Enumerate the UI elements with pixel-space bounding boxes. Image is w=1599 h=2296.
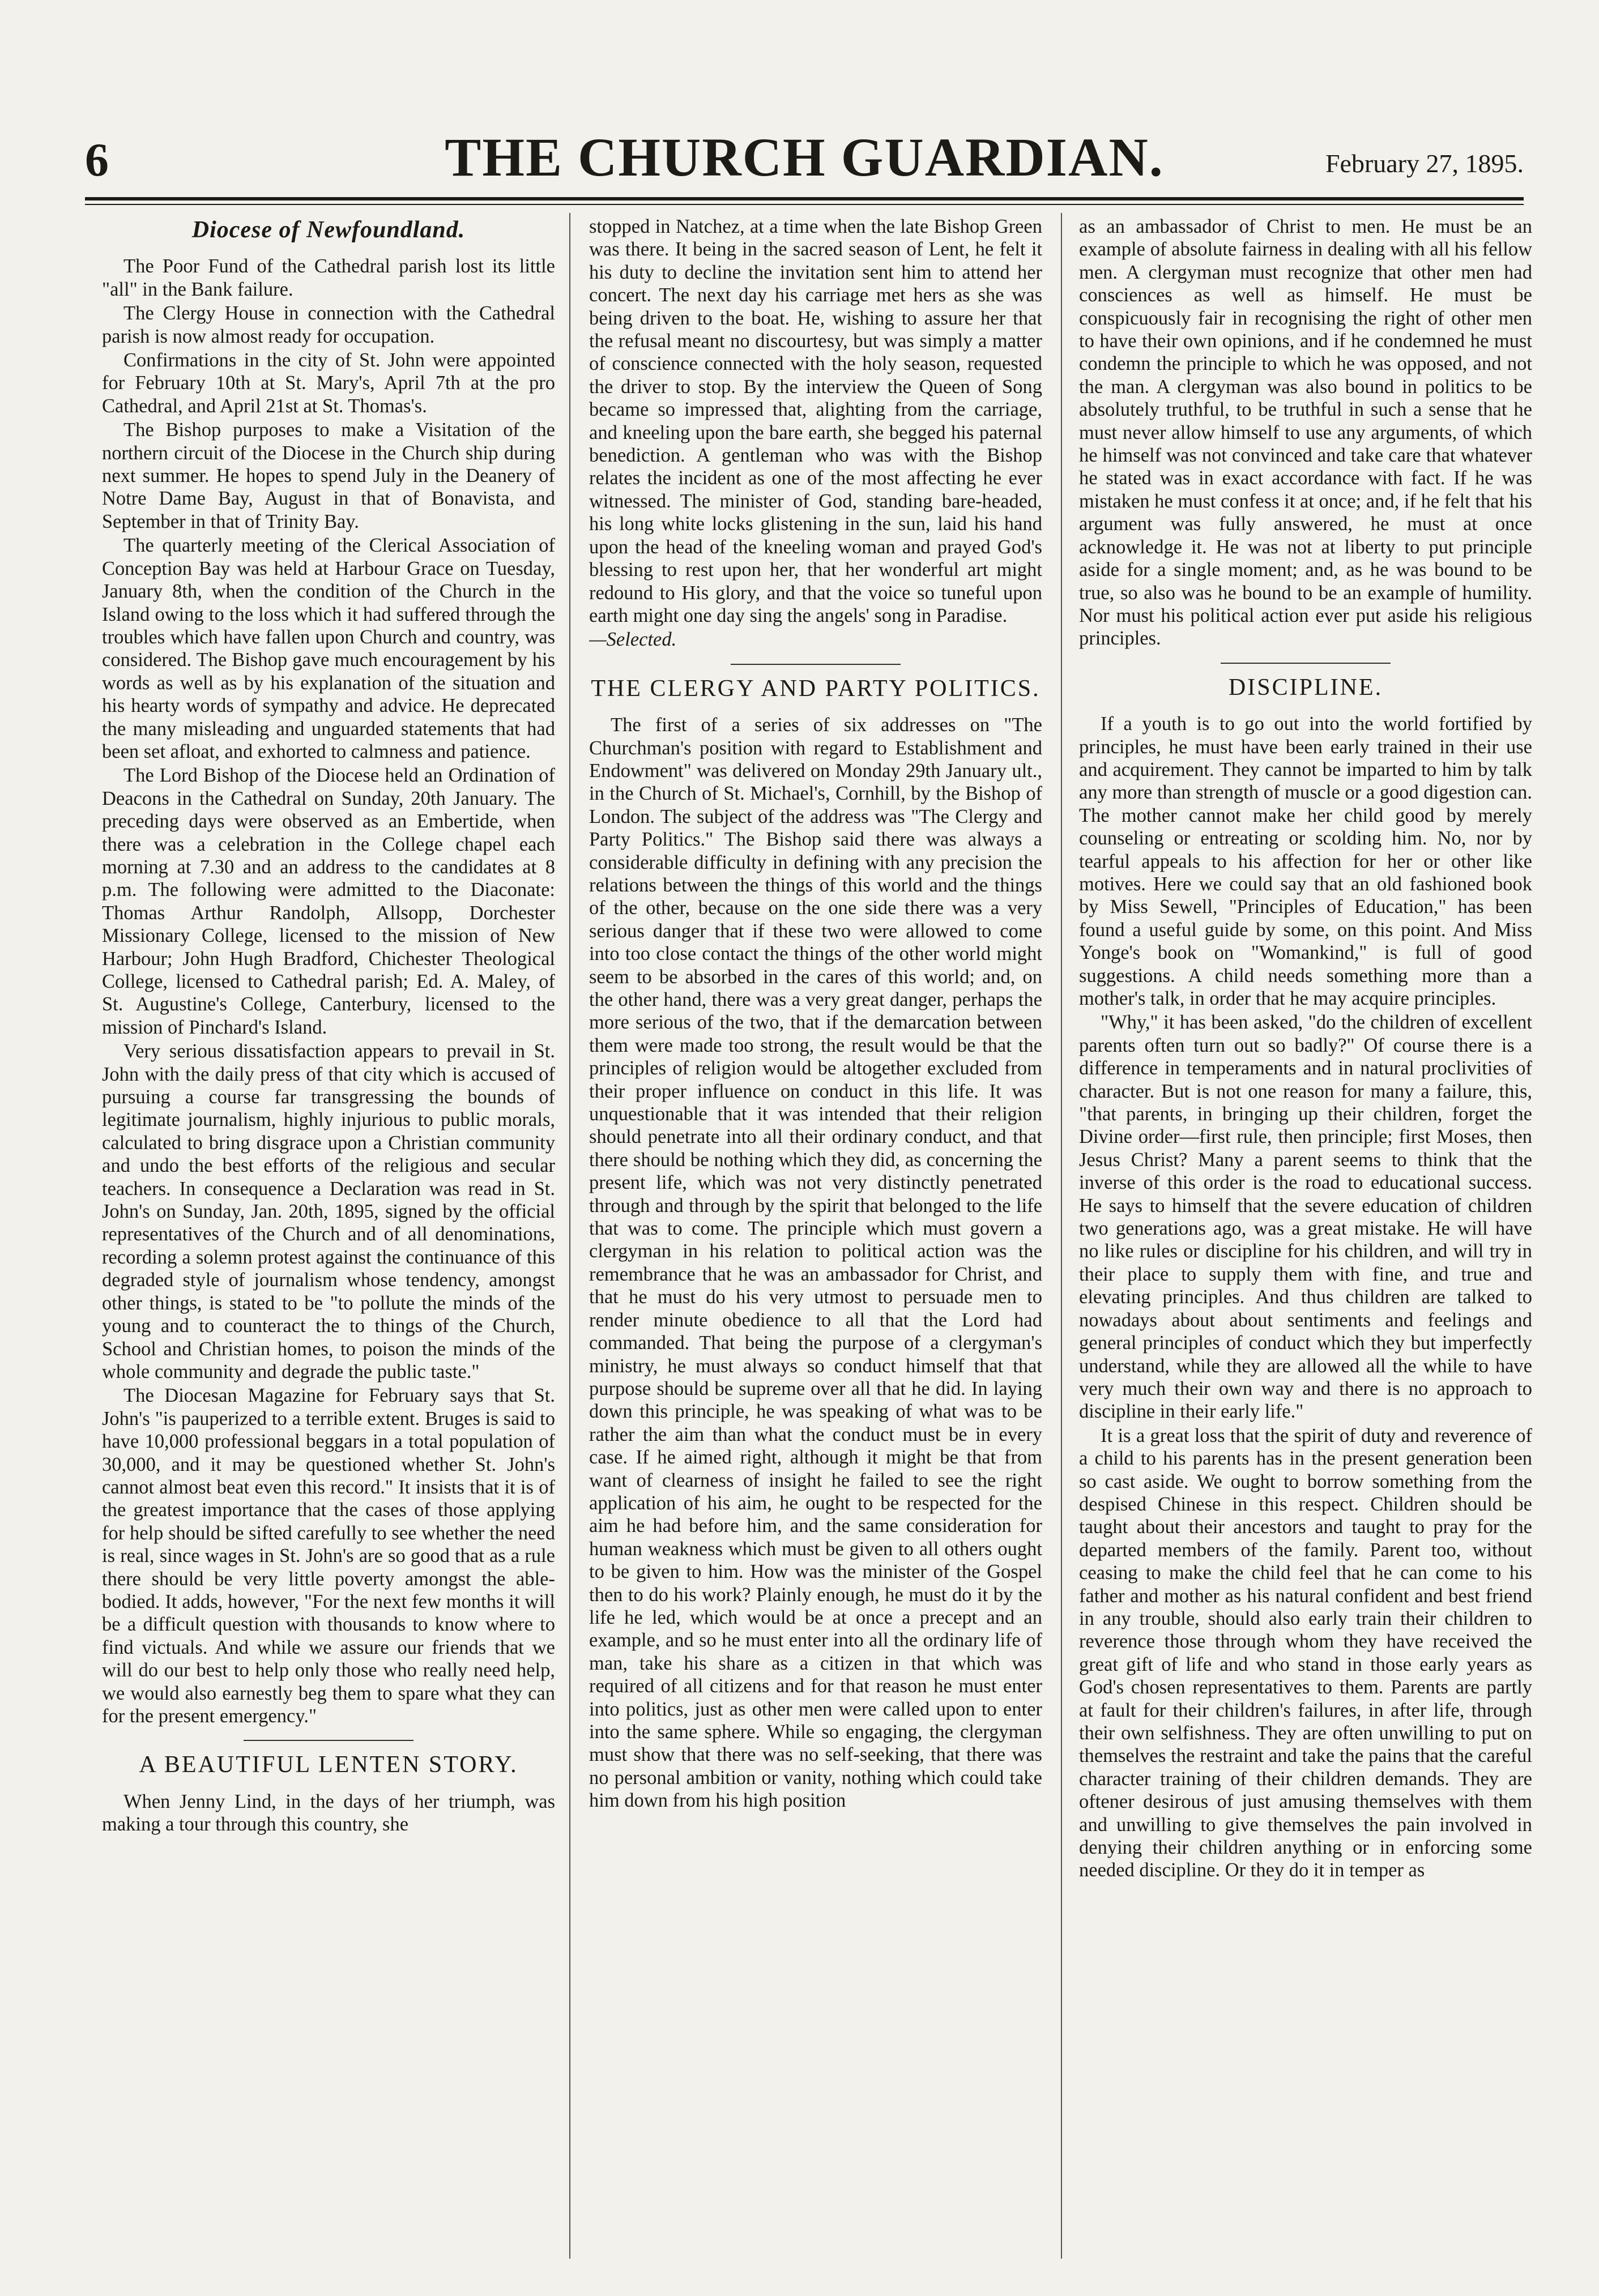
issue-date: February 27, 1895. <box>1325 149 1524 178</box>
article-source: —Selected. <box>589 629 677 651</box>
article-paragraph: The first of a series of six addresses on "The Churchman's position with regard to Establishment and Endowment" was delivered on Monday 29th January ult., in the Church of St. Michael's, Cornhill, by the Bishop of London. The subject of the address was "The Clergy and Party Politics." The Bishop said there was always a considerable difficulty in defining with any precision the relations between the things of this world and the things of the other, because on the one side there was a very serious danger that if these two were allowed to come into too close contact the things of the other world might seem to be absorbed in the cares of this world; and, on the other hand, there was a very great danger, perhaps the more serious of the two, that if the demarcation between them were made too strong, the result would be that the principles of religion would be altogether excluded from their proper influence on conduct in this life. It was unquestionable that it was intended that their religion should penetrate into all their ordinary conduct, and that there should be nothing which they did, as concerning the present life, which was not very distinctly penetrated through and through by the spirit that belonged to the life that was to come. The principle which must govern a clergyman in his relation to political action was the remembrance that he was an ambassador for Christ, and that he must do his very utmost to persuade men to render minute obedience to all that the Lord had commanded. That being the purpose of a clergyman's ministry, he must always so conduct himself that that purpose should be supreme over all that he did. In laying down this principle, he was speaking of what was to be rather the aim than what the conduct must be in every case. If he aimed right, although it might be that from want of clearness of insight he failed to see the right application of his aim, he ought to be respected for the aim he had before him, and the same consideration for human weakness which must be given to all others ought to be given to him. How was the minister of the Gospel then to do his work? Plainly enough, he must do it by the life he led, which would be at once a precept and an example, and so he must enter into all the ordinary life of man, take his share as a citizen in that which was required of all citizens and for that reason he must enter into politics, just as other men were called upon to enter into the same sphere. While so engaging, the clergyman must show that there was no self-seeking, that there was no personal ambition or vanity, nothing which could take him down from his high position <box>589 714 1042 1812</box>
masthead <box>85 126 1524 194</box>
article-paragraph: When Jenny Lind, in the days of her triumph, was making a tour through this country, she <box>102 1790 555 1836</box>
article-paragraph: Confirmations in the city of St. John were appointed for February 10th at St. Mary's, April 7th at the pro Cathedral, and April 21st at St. Thomas's. <box>102 349 555 417</box>
article-paragraph: It is a great loss that the spirit of duty and reverence of a child to his parents has in the present generation been so cast aside. We ought to borrow something from the despised Chinese in this respect. Children should be taught about their ancestors and taught to pray for the departed members of the family. Parent too, without ceasing to make the child feel that he can come to his father and mother as his natural confident and best friend in any trouble, should also early train their children to reverence those through whom they have received the great gift of life and who stand in those early years as God's chosen representatives to them. Parents are partly at fault for their children's failures, in after life, through their own selfishness. They are often unwilling to put on themselves the restraint and take the pains that the careful character training of their children demands. They are oftener desirous of just amusing themselves with them and unwilling to give themselves the pain involved in denying their children anything or in enforcing some needed discipline. Or they do it in temper as <box>1079 1424 1532 1881</box>
article-paragraph: Very serious dissatisfaction appears to prevail in St. John with the daily press of that city which is accused of pursuing a course far transgressing the bounds of legitimate journalism, highly injurious to public morals, calculated to bring disgrace upon a Christian community and undo the best efforts of the religious and secular teachers. In consequence a Declaration was read in St. John's on Sunday, Jan. 20th, 1895, signed by the official representatives of the Church and of all denominations, recording a solemn protest against the continuance of this degraded style of journalism whose tendency, amongst other things, is stated to be "to pollute the minds of the young and to counteract the to things of the Church, School and Christian homes, to poison the minds of the whole community and degrade the public taste." <box>102 1040 555 1382</box>
masthead-rule-thin <box>85 204 1524 205</box>
article-paragraph: The Lord Bishop of the Diocese held an Ordination of Deacons in the Cathedral on Sunday, 20th January. The preceding days were observed as an Embertide, when there was a celebration in the College chapel each morning at 7.30 and an address to the candidates at 8 p.m. The following were admitted to the Diaconate: Thomas Arthur Randolph, Allsopp, Dorchester Missionary College, licensed to the mission of New Harbour; John Hugh Bradford, Chichester Theological College, licensed to Cathedral parish; Ed. A. Maley, of St. Augustine's College, Canterbury, licensed to the mission of Pinchard's Island. <box>102 765 555 1038</box>
section-divider <box>731 664 901 665</box>
article-paragraph: as an ambassador of Christ to men. He must be an example of absolute fairness in dealing with all his fellow men. A clergyman must recognize that other men had consciences as well as himself. He must be conspicuously fair in recognising the right of other men to have their own opinions, and if he condemned he must condemn the principle to which he was opposed, and not the man. A clergyman was also bound in politics to be absolutely truthful, to be truthful in such a sense that he must never allow himself to use any arguments, of which he himself was not convinced and take care that whatever he stated was in exact accordance with fact. If he was mistaken he must confess it at once; and, if he felt that his argument was fully answered, he must at once acknowledge it. He was not at liberty to put principle aside for a single moment; and, as he was bound to be true, so also was he bound to be an example of humility. Nor must his political action ever put aside his religious principles. <box>1079 216 1532 650</box>
column-2 <box>589 215 1042 2248</box>
column-divider <box>1061 213 1062 2259</box>
section-heading-lenten-story: A BEAUTIFUL LENTEN STORY. <box>139 1752 518 1778</box>
article-paragraph: The Clergy House in connection with the Cathedral parish is now almost ready for occupation. <box>102 302 555 347</box>
article-paragraph: The quarterly meeting of the Clerical Association of Conception Bay was held at Harbour Grace on Tuesday, January 8th, when the condition of the Church in the Island owing to the loss which it had suffered through the troubles which have fallen upon Church and country, was considered. The Bishop gave much encouragement by his words as well as by his explanation of the situation and his hearty words of sympathy and advice. He deprecated the many misleading and unguarded statements that had been set afloat, and exhorted to calmness and patience. <box>102 535 555 762</box>
article-paragraph: The Diocesan Magazine for February says that St. John's "is pauperized to a terrible extent. Bruges is said to have 10,000 professional beggars in a total population of 30,000, and it may be questioned whether St. John's cannot almost beat even this record." It insists that it is of the greatest importance that the cases of those applying for help should be sifted carefully to see whether the need is real, since wages in St. John's are so good that as a rule there should be very little poverty amongst the able-bodied. It adds, however, "For the next few months it will be a difficult question with thousands to know where to find victuals. And while we assure our friends that we will do our best to help only those who really need help, we would also earnestly beg them to spare what they can for the present emergency." <box>102 1385 555 1727</box>
section-divider <box>244 1740 413 1741</box>
masthead-rule <box>85 197 1524 200</box>
column-3 <box>1079 215 1532 2248</box>
section-heading-clergy-politics: THE CLERGY AND PARTY POLITICS. <box>591 675 1041 702</box>
article-paragraph: The Poor Fund of the Cathedral parish lost its little "all" in the Bank failure. <box>102 255 555 300</box>
article-paragraph: "Why," it has been asked, "do the children of excellent parents often turn out so badly?" Of course there is a difference in temperaments and in natural proclivities of character. But is not one reason for many a failure, this, "that parents, in bringing up their children, forget the Divine order—first rule, then principle; first Moses, then Jesus Christ? Many a parent seems to think that the inverse of this order is the road to educational success. He says to himself that the severe education of children two generations ago, was a great mistake. He will have no like rules or discipline for his children, and will try in their place to supply them with fine, and true and elevating principles. And thus children are talked to nowadays about about sentiments and feelings and general principles of conduct which they but imperfectly understand, while they are allowed all the while to have very much their own way and there is no approach to discipline in their early life." <box>1079 1012 1532 1423</box>
section-heading-newfoundland: Diocese of Newfoundland. <box>191 217 466 243</box>
article-paragraph: If a youth is to go out into the world fortified by principles, he must have been early trained in their use and acquirement. They cannot be imparted to him by talk any more than strength of muscle or a good digestion can. The mother cannot make her child good by merely counseling or entreating or scolding him. No, nor by tearful appeals to his affection for her or other like motives. Here we could say that an old fashioned book by Miss Sewell, "Principles of Education," has been found a useful guide by some, on this point. And Miss Yonge's book on "Womankind," is full of good suggestions. A child needs something more than a mother's talk, in order that he may acquire principles. <box>1079 713 1532 1009</box>
section-heading-discipline: DISCIPLINE. <box>1228 674 1383 701</box>
newspaper-title: THE CHURCH GUARDIAN. <box>445 127 1164 187</box>
article-paragraph: The Bishop purposes to make a Visitation of the northern circuit of the Diocese in the Church ship during next summer. He hopes to spend July in the Deanery of Notre Dame Bay, August in that of Bonavista, and September in that of Trinity Bay. <box>102 419 555 532</box>
article-paragraph: stopped in Natchez, at a time when the late Bishop Green was there. It being in the sacred season of Lent, he felt it his duty to decline the invitation sent him to attend her concert. The next day his carriage met hers as she was being driven to the boat. He, wishing to assure her that the refusal meant no discourtesy, but was simply a matter of conscience connected with the holy season, requested the driver to stop. By the interview the Queen of Song became so impressed that, alighting from the carriage, and kneeling upon the bare earth, she begged his paternal benediction. A gentleman who was with the Bishop relates the incident as one of the most affecting he ever witnessed. The minister of God, standing bare-headed, his long white locks glistening in the sun, laid his hand upon the head of the kneeling woman and prayed God's blessing to rest upon her, that her wonderful art might redound to His glory, and that the voice so tuneful upon earth might one day sing the angels' song in Paradise. <box>589 216 1042 626</box>
column-1 <box>102 215 555 2248</box>
page-number: 6 <box>85 134 109 186</box>
section-divider <box>1221 663 1391 664</box>
column-divider <box>569 213 570 2259</box>
